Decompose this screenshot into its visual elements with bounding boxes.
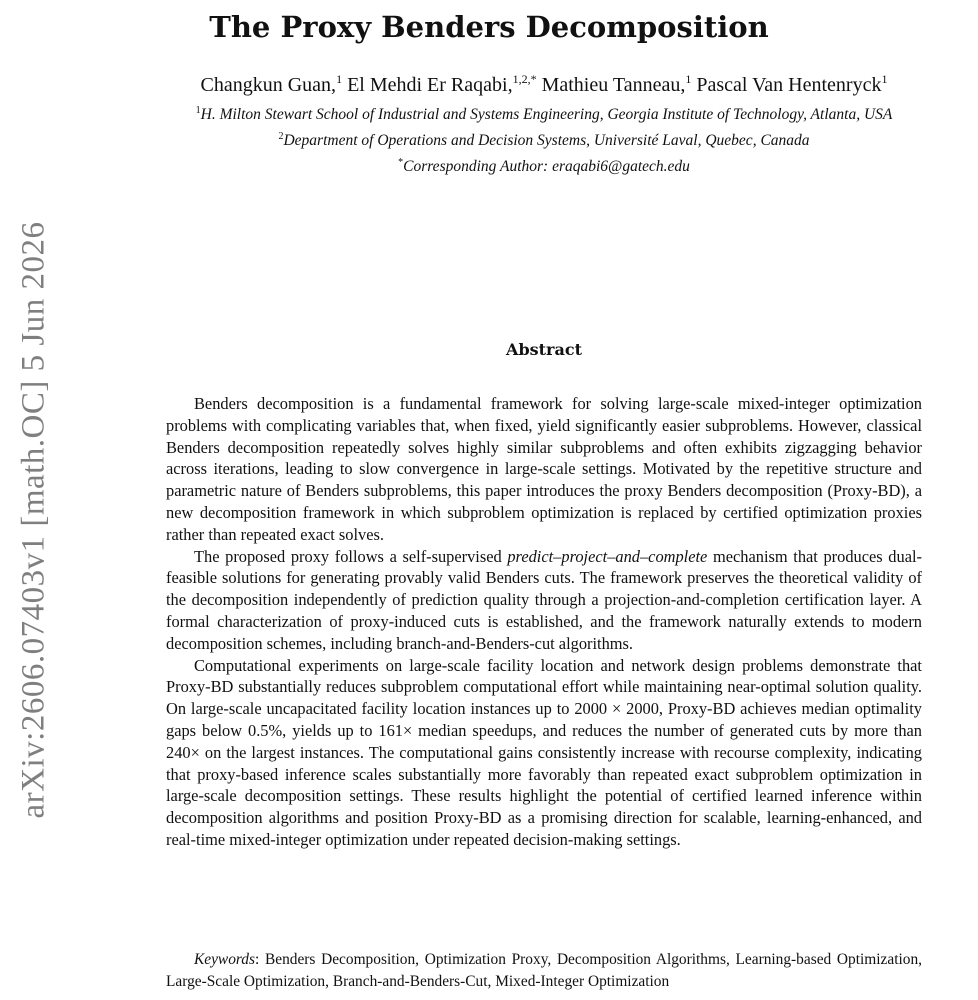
keywords-label: Keywords bbox=[194, 951, 255, 968]
corresponding-author-line bbox=[110, 158, 978, 176]
affiliation-marker: * bbox=[398, 157, 404, 168]
author-name: Mathieu Tanneau, bbox=[541, 74, 686, 96]
author-name: Changkun Guan, bbox=[200, 74, 337, 96]
affiliation-line bbox=[110, 132, 978, 150]
abstract-paragraph bbox=[166, 546, 922, 655]
affiliation-text: H. Milton Stewart School of Industrial and Systems Engineering, Georgia Institute of Technology, Atlanta, USA bbox=[200, 106, 893, 123]
author-name: Pascal Van Hentenryck bbox=[696, 74, 882, 96]
author-affiliation-marker: 1 bbox=[685, 72, 692, 86]
abstract-text: The proposed proxy follows a self-supervised bbox=[194, 546, 508, 566]
paper-title: The Proxy Benders Decomposition bbox=[209, 10, 769, 44]
abstract-body bbox=[166, 393, 922, 851]
author-affiliation-marker: 1 bbox=[881, 72, 888, 86]
corresponding-author-text: Corresponding Author: eraqabi6@gatech.edu bbox=[403, 158, 690, 175]
author-affiliation-marker: 1,2,* bbox=[512, 72, 537, 86]
arxiv-identifier-stamp: arXiv:2606.07403v1 [math.OC] 5 Jun 2026 bbox=[15, 221, 52, 819]
affiliation-line bbox=[110, 106, 978, 124]
affiliation-marker: 2 bbox=[278, 131, 284, 142]
author-list bbox=[110, 74, 978, 97]
abstract-heading: Abstract bbox=[506, 340, 582, 359]
abstract-paragraph: Computational experiments on large-scale facility location and network design problems demonstrate that Proxy-BD substantially reduces subproblem computational effort while maintaining near-optimal solution quality. On large-scale uncapacitated facility location instances up to 2000 × 2000, Proxy-BD achieves median optimality gaps below 0.5%, yields up to 161× median speedups, and reduces the number of generated cuts by more than 240× on the largest instances. The computational gains consistently increase with recourse complexity, indicating that proxy-based inference scales substantially more favorably than repeated exact subproblem optimization in large-scale decomposition settings. These results highlight the potential of certified learned inference within decomposition algorithms and position Proxy-BD as a promising direction for scalable, learning-enhanced, and real-time mixed-integer optimization under repeated decision-making settings. bbox=[166, 655, 922, 849]
abstract-text: mechanism that produces dual-feasible solutions for generating provably valid Benders cuts. The framework preserves the theoretical validity of the decomposition independently of prediction quality through a projection-and-completion certification layer. A formal characterization of proxy-induced cuts is established, and the framework naturally extends to modern decomposition schemes, including branch-and-Benders-cut algorithms. bbox=[166, 546, 922, 653]
abstract-emphasis: predict–project–and–complete bbox=[507, 546, 708, 566]
abstract-paragraph: Benders decomposition is a fundamental framework for solving large-scale mixed-integer optimization problems with complicating variables that, when fixed, yield significantly easier subproblems. However, classical Benders decomposition repeatedly solves highly similar subproblems and often exhibits zigzagging behavior across iterations, leading to slow convergence in large-scale settings. Motivated by the repetitive structure and parametric nature of Benders subproblems, this paper introduces the proxy Benders decomposition (Proxy-BD), a new decomposition framework in which subproblem optimization is replaced by certified optimization proxies rather than repeated exact solves. bbox=[166, 394, 922, 544]
author-affiliation-marker: 1 bbox=[336, 72, 343, 86]
keywords-list: : Benders Decomposition, Optimization Proxy, Decomposition Algorithms, Learning-based Optimization, Large-Scale Optimization, Branch-and-Benders-Cut, Mixed-Integer Optimization bbox=[166, 951, 922, 990]
keywords-section bbox=[166, 949, 922, 993]
affiliation-marker: 1 bbox=[195, 105, 201, 116]
affiliation-text: Department of Operations and Decision Systems, Université Laval, Quebec, Canada bbox=[283, 132, 810, 149]
author-name: El Mehdi Er Raqabi, bbox=[347, 74, 513, 96]
